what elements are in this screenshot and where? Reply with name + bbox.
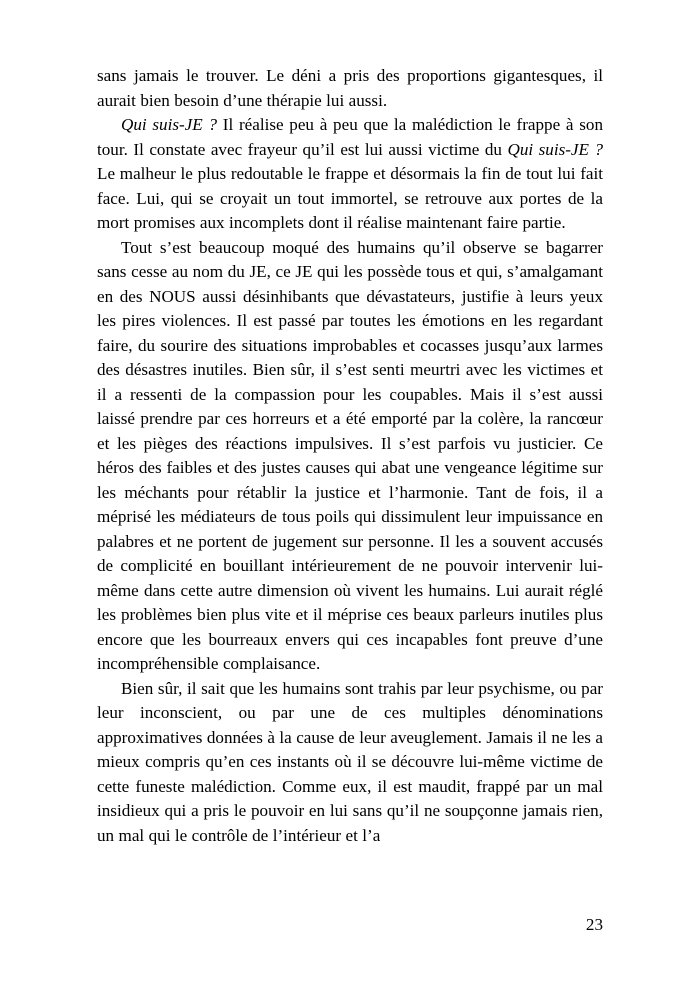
italic-phrase: Qui suis-JE ? [507,139,604,159]
paragraph [97,113,603,236]
body-text-block [97,64,603,848]
text-run: Bien sûr, il sait que les humains sont trahis par leur psychisme, ou par leur inconscient, ou par une de ces multiples dénominations approximatives données à la cause de leur aveuglement. Jamais il ne les a mieux compris qu’en ces instants où il se découvre lui-même victime de cette funeste malédiction. Comme eux, il est maudit, frappé par un mal insidieux qui a pris le pouvoir en lui sans qu’il ne soupçonne jamais rien, un mal qui le contrôle de l’intérieur et l’a [97,678,603,845]
italic-phrase: Qui suis-JE ? [121,115,218,134]
text-run: Le malheur le plus redoutable le frappe et désormais la fin de tout lui fait face. Lui, qui se croyait un tout immortel, se retrouve aux portes de la mort promises aux incomplets dont il réalise maintenant faire partie. [97,164,603,232]
paragraph [97,236,603,677]
text-run: sans jamais le trouver. Le déni a pris des proportions gigantesques, il aurait bien besoin d’une thérapie lui aussi. [97,66,603,110]
text-run: Il réalise peu à peu que la malédiction le frappe à son tour. Il constate avec frayeur qu’il est lui aussi victime du [97,115,603,159]
paragraph [97,677,603,849]
page-number: 23 [585,915,603,934]
paragraph [97,64,603,113]
text-run: Tout s’est beaucoup moqué des humains qu’il observe se bagarrer sans cesse au nom du JE, ce JE qui les possède tous et qui, s’amalgamant en des NOUS aussi désinhibants que dévastateurs, justifie à leurs yeux les pires violences. Il est passé par toutes les émotions en les regardant faire, du sourire des situations improbables et cocasses jusqu’aux larmes des désastres inutiles. Bien sûr, il s’est senti meurtri avec les victimes et il a ressenti de la compassion pour les coupables. Mais il s’est aussi laissé prendre par ces horreurs et a été emporté par la colère, la rancœur et les pièges des réactions impulsives. Il s’est parfois vu justicier. Ce héros des faibles et des justes causes qui abat une vengeance légitime sur les méchants pour rétablir la justice et l’harmonie. Tant de fois, il a méprisé les médiateurs de tous poils qui dissimulent leur impuissance en palabres et ne portent de jugement sur personne. Il les a souvent accusés de complicité en bouillant intérieurement de ne pouvoir intervenir lui-même dans cette autre dimension où vivent les humains. Lui aurait réglé les problèmes bien plus vite et il méprise ces beaux parleurs inutiles plus encore que les bourreaux envers qui ces incapables font preuve d’une incompréhensible complaisance. [97,237,603,673]
